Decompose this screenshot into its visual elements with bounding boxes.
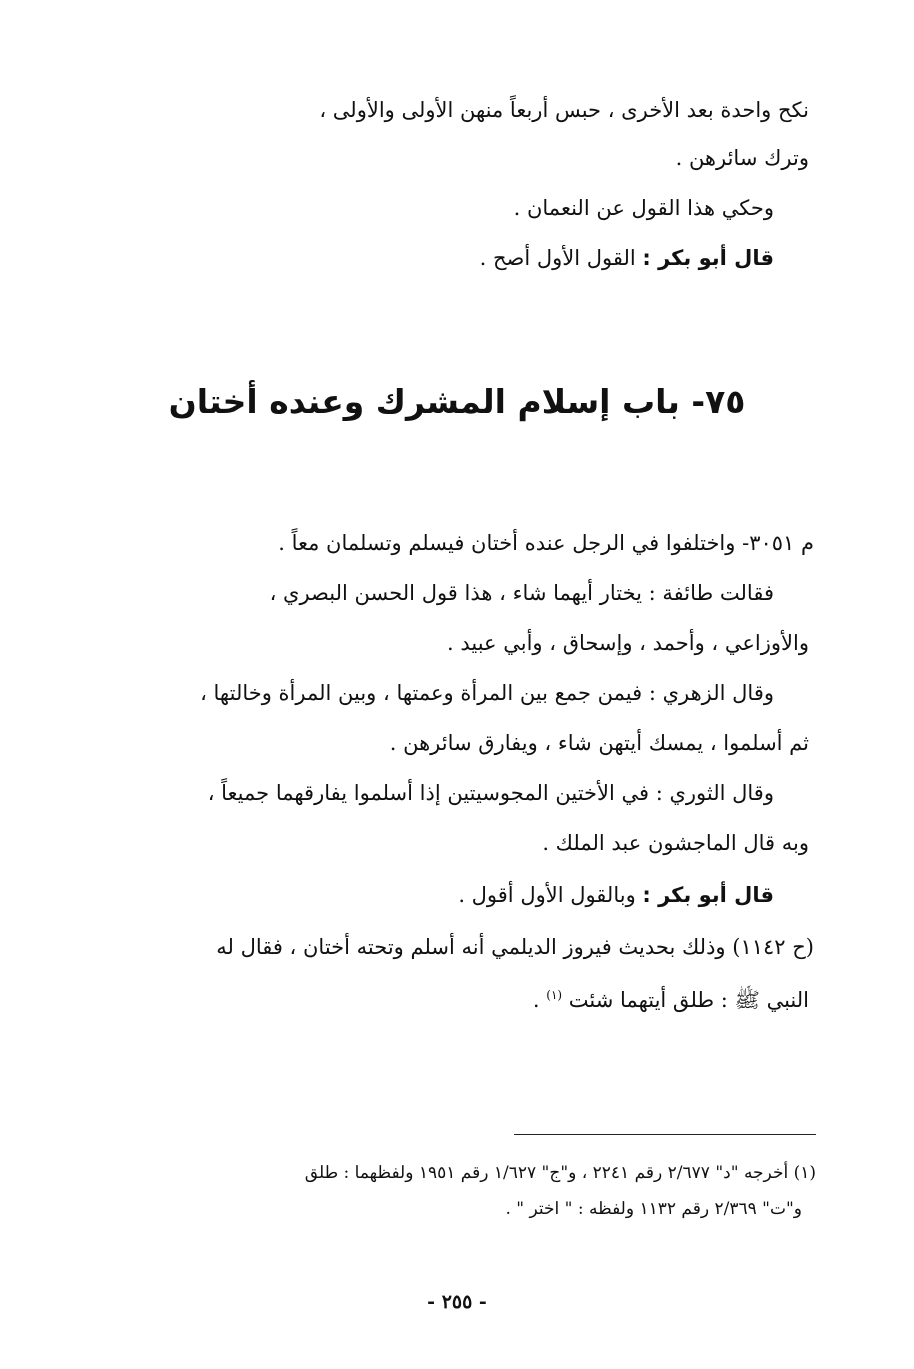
- footnote-line: (١) أخرجه "د" ٢/٦٧٧ رقم ٢٢٤١ ، و"ج" ١/٦٢٧ رقم ١٩٥١ ولفظهما : طلق: [304, 1163, 816, 1183]
- speaker-label: قال أبو بكر :: [642, 246, 774, 270]
- hadith-text: النبي ﷺ : طلق أيتهما شئت: [568, 988, 809, 1012]
- text-line: وترك سائرهن .: [675, 146, 809, 170]
- text-line: فقالت طائفة : يختار أيهما شاء ، هذا قول الحسن البصري ،: [269, 581, 774, 605]
- text-line: وقال الزهري : فيمن جمع بين المرأة وعمتها ، وبين المرأة وخالتها ،: [200, 681, 774, 705]
- text-line: [95, 880, 774, 910]
- text-line: ثم أسلموا ، يمسك أيتهن شاء ، ويفارق سائرهن .: [389, 731, 809, 755]
- statement-text: القول الأول أصح .: [479, 246, 643, 270]
- footnote-marker[interactable]: (١): [546, 988, 563, 1002]
- page-number: - ٢٥٥ -: [427, 1291, 487, 1313]
- footnote-divider: [514, 1134, 816, 1135]
- text-line: وحكي هذا القول عن النعمان .: [513, 196, 774, 220]
- issue-line: م ٣٠٥١- واختلفوا في الرجل عنده أختان فيسلم وتسلمان معاً .: [278, 531, 814, 555]
- text-line: [95, 243, 774, 273]
- text-line: [95, 985, 809, 1015]
- footnote-line: و"ت" ٢/٣٦٩ رقم ١١٣٢ ولفظه : " اختر " .: [505, 1199, 802, 1219]
- hadith-line: (ح ١١٤٢) وذلك بحديث فيروز الديلمي أنه أسلم وتحته أختان ، فقال له: [216, 935, 814, 959]
- text-line: نكح واحدة بعد الأخرى ، حبس أربعاً منهن الأولى والأولى ،: [319, 98, 809, 122]
- line-end: .: [532, 988, 547, 1012]
- speaker-label: قال أبو بكر :: [642, 883, 774, 907]
- text-line: والأوزاعي ، وأحمد ، وإسحاق ، وأبي عبيد .: [446, 631, 809, 655]
- text-line: وقال الثوري : في الأختين المجوسيتين إذا أسلموا يفارقهما جميعاً ،: [207, 781, 774, 805]
- text-line: وبه قال الماجشون عبد الملك .: [542, 831, 809, 855]
- statement-text: وبالقول الأول أقول .: [458, 883, 643, 907]
- chapter-heading: ٧٥- باب إسلام المشرك وعنده أختان: [168, 382, 746, 421]
